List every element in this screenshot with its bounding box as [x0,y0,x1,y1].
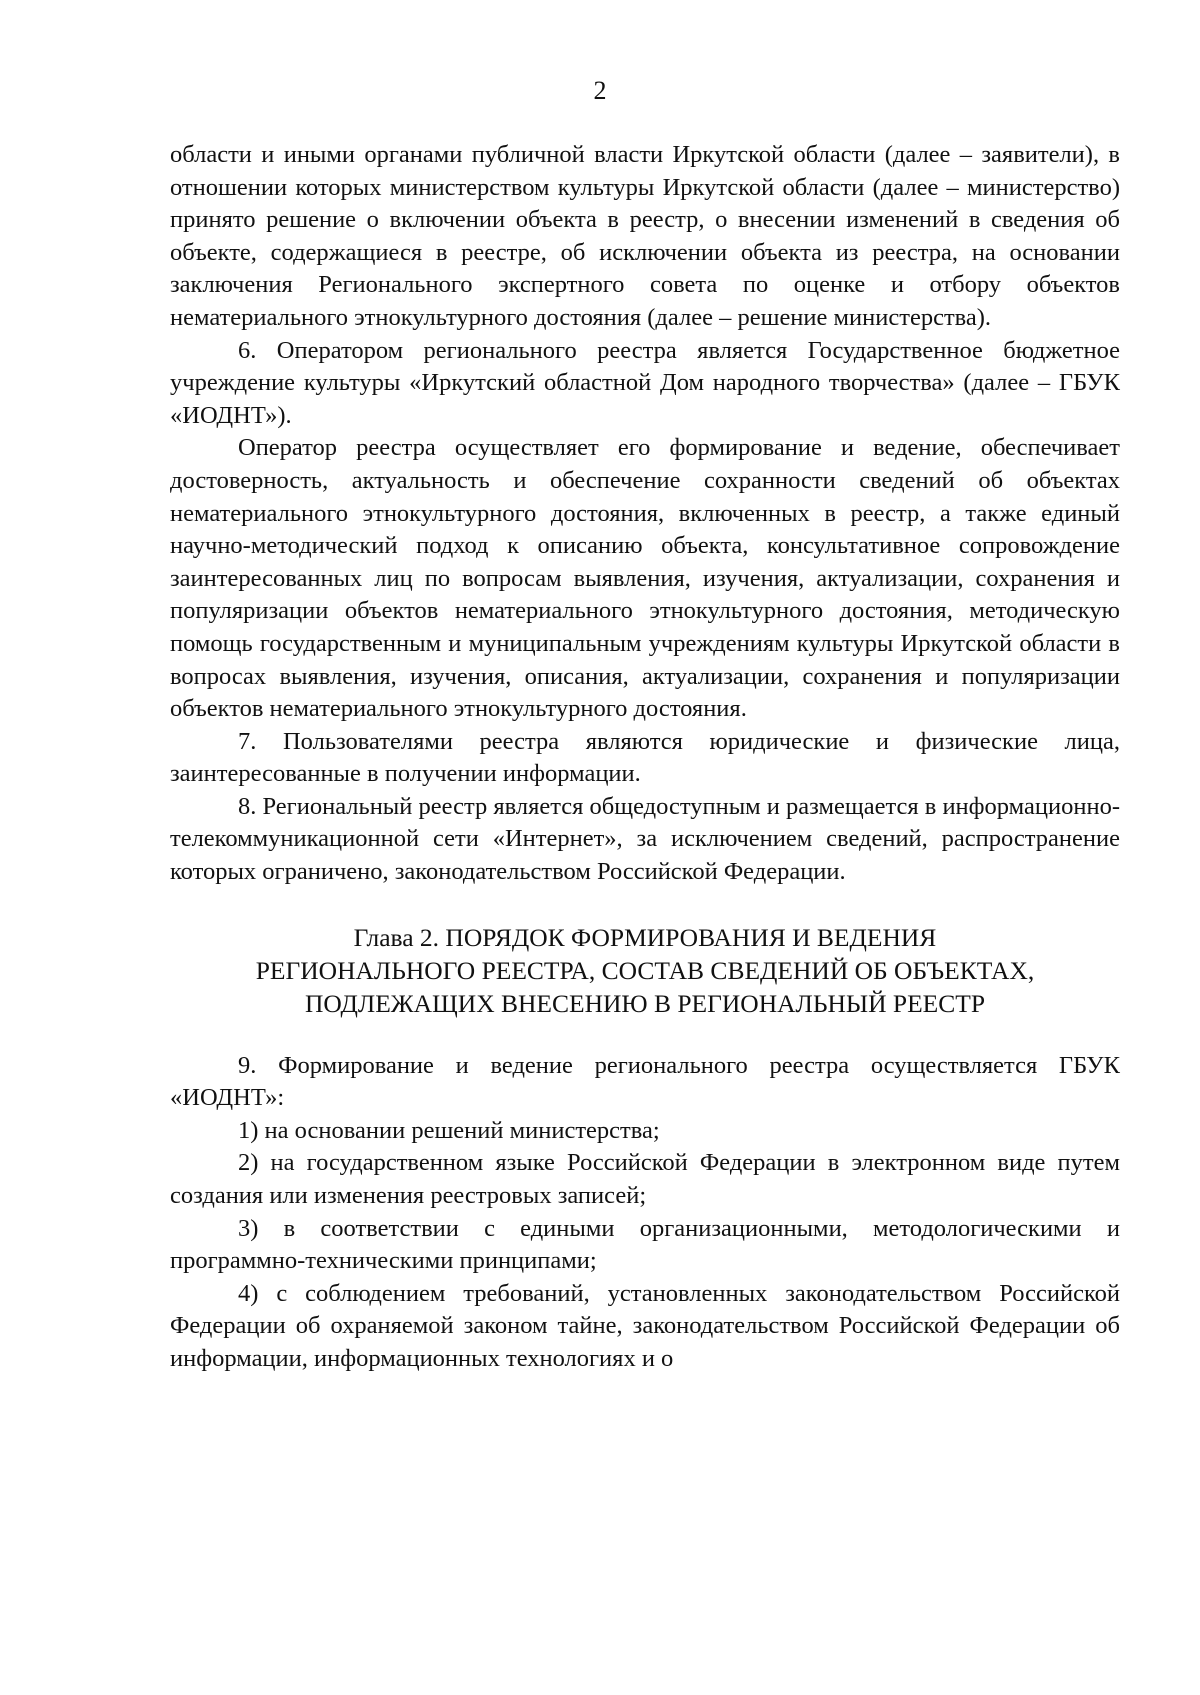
chapter-heading-line-2: РЕГИОНАЛЬНОГО РЕЕСТРА, СОСТАВ СВЕДЕНИЙ ОБ ОБЪЕКТАХ, [255,955,1035,985]
chapter-heading-line-3: ПОДЛЕЖАЩИХ ВНЕСЕНИЮ В РЕГИОНАЛЬНЫЙ РЕЕСТР [304,988,986,1018]
paragraph-item-8: 8. Региональный реестр является общедоступным и размещается в информационно-телекоммуникационной сети «Интернет», за исключением сведений, распространение которых ограничено, законодательством Российской Федерации. [170,792,1120,886]
paragraph-item-6: 6. Оператором регионального реестра является Государственное бюджетное учреждение культуры «Иркутский областной Дом народного творчества» (далее – ГБУК «ИОДНТ»). [170,336,1120,429]
chapter-heading-line-1: Глава 2. ПОРЯДОК ФОРМИРОВАНИЯ И ВЕДЕНИЯ [353,922,937,952]
paragraph-item-7: 7. Пользователями реестра являются юридические и физические лица, заинтересованные в получении информации. [170,727,1120,788]
list-item-1: 1) на основании решений министерства; [238,1116,660,1144]
list-item-2: 2) на государственном языке Российской Федерации в электронном виде путем создания или изменения реестровых записей; [170,1149,1120,1210]
paragraph-item-9: 9. Формирование и ведение регионального реестра осуществляется ГБУК «ИОДНТ»: [170,1051,1120,1112]
list-item-3: 3) в соответствии с едиными организационными, методологическими и программно-техническими принципами; [170,1214,1120,1275]
list-item-4: 4) с соблюдением требований, установленных законодательством Российской Федерации об охраняемой законом тайне, законодательством Российской Федерации об информации, информационных технологиях и о [170,1279,1120,1372]
document-body [170,139,1120,1376]
page-number: 2 [593,76,607,105]
chapter-heading [170,921,1120,1020]
paragraph-operator-duties: Оператор реестра осуществляет его формирование и ведение, обеспечивает достоверность, актуальность и обеспечение сохранности сведений об объектах нематериального этнокультурного достояния, включенных в реестр, а также единый научно-методический подход к описанию объекта, консультативное сопровождение заинтересованных лиц по вопросам выявления, изучения, актуализации, сохранения и популяризации объектов нематериального этнокультурного достояния, методическую помощь государственным и муниципальным учреждениям культуры Иркутской области в вопросах выявления, изучения, описания, актуализации, сохранения и популяризации объектов нематериального этнокультурного достояния. [170,434,1120,723]
paragraph-continuation: области и иными органами публичной власти Иркутской области (далее – заявители), в отношении которых министерством культуры Иркутской области (далее – министерство) принято решение о включении объекта в реестр, о внесении изменений в сведения об объекте, содержащиеся в реестре, об исключении объекта из реестра, на основании заключения Регионального экспертного совета по оценке и отбору объектов нематериального этнокультурного достояния (далее – решение министерства). [170,141,1120,331]
